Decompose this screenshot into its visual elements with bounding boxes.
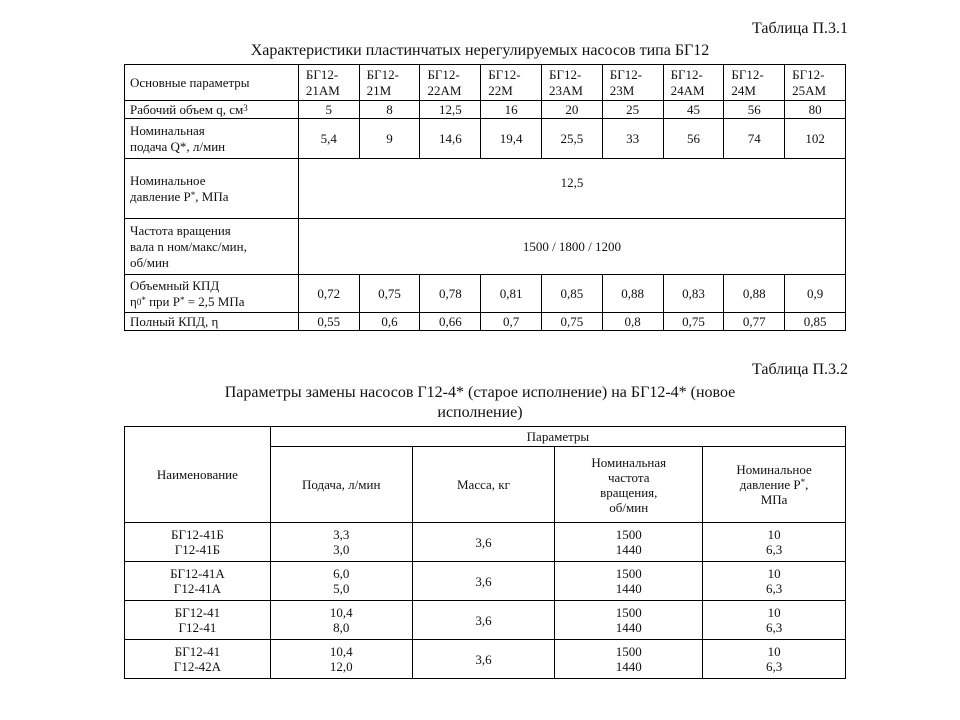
cell: 56 <box>663 119 724 159</box>
model-header: БГ12- 24АМ <box>663 65 724 101</box>
table-row <box>125 601 846 640</box>
cell: 0,78 <box>420 275 481 313</box>
cell-flow: 10,4 8,0 <box>270 601 412 640</box>
header-mass: Масса, кг <box>412 447 555 523</box>
cell: 0,8 <box>602 313 663 331</box>
pump-characteristics-table <box>124 64 846 331</box>
cell: 0,77 <box>724 313 785 331</box>
cell-name: БГ12-41А Г12-41А <box>125 562 271 601</box>
cell-mass: 3,6 <box>412 601 555 640</box>
cell: 0,85 <box>785 313 846 331</box>
row-label: Полный КПД, η <box>125 313 299 331</box>
cell: 9 <box>359 119 420 159</box>
table-row-vol-eff <box>125 275 846 313</box>
model-header: БГ12- 23М <box>602 65 663 101</box>
header-speed: Номинальная частота вращения, об/мин <box>555 447 703 523</box>
cell-mass: 3,6 <box>412 562 555 601</box>
table-row-pressure <box>125 159 846 219</box>
cell: 5,4 <box>298 119 359 159</box>
table2-title: Параметры замены насосов Г12-4* (старое исполнение) на БГ12-4* (новое исполнение) <box>224 384 736 421</box>
cell: 8 <box>359 101 420 119</box>
model-header: БГ12- 21АМ <box>298 65 359 101</box>
table-row-flow <box>125 119 846 159</box>
table-row-volume <box>125 101 846 119</box>
cell-speed: 1500 1440 <box>555 523 703 562</box>
table2-caption: Таблица П.3.2 <box>752 361 848 378</box>
cell-flow: 3,3 3,0 <box>270 523 412 562</box>
model-header: БГ12- 22АМ <box>420 65 481 101</box>
pump-replacement-table <box>124 426 846 679</box>
cell: 80 <box>785 101 846 119</box>
cell-speed: 1500 1440 <box>555 562 703 601</box>
cell: 25,5 <box>542 119 603 159</box>
cell: 45 <box>663 101 724 119</box>
row-label: Номинальное давление P*, МПа <box>125 159 299 219</box>
cell-name: БГ12-41 Г12-41 <box>125 601 271 640</box>
cell: 0,85 <box>542 275 603 313</box>
cell: 0,6 <box>359 313 420 331</box>
merged-cell: 12,5 <box>298 159 845 219</box>
cell: 0,72 <box>298 275 359 313</box>
cell-pressure: 10 6,3 <box>703 640 846 679</box>
cell: 0,7 <box>481 313 542 331</box>
cell-flow: 10,4 12,0 <box>270 640 412 679</box>
table-row <box>125 640 846 679</box>
merged-cell: 1500 / 1800 / 1200 <box>298 219 845 275</box>
cell-flow: 6,0 5,0 <box>270 562 412 601</box>
cell-mass: 3,6 <box>412 523 555 562</box>
cell: 0,75 <box>542 313 603 331</box>
cell-pressure: 10 6,3 <box>703 523 846 562</box>
cell: 0,88 <box>724 275 785 313</box>
cell: 14,6 <box>420 119 481 159</box>
model-header: БГ12- 25АМ <box>785 65 846 101</box>
header-flow: Подача, л/мин <box>270 447 412 523</box>
cell: 0,83 <box>663 275 724 313</box>
table-row-speed <box>125 219 846 275</box>
cell: 0,66 <box>420 313 481 331</box>
cell: 19,4 <box>481 119 542 159</box>
cell: 74 <box>724 119 785 159</box>
cell: 0,81 <box>481 275 542 313</box>
cell-pressure: 10 6,3 <box>703 601 846 640</box>
header-name: Наименование <box>125 427 271 523</box>
cell-mass: 3,6 <box>412 640 555 679</box>
table-header-row <box>125 427 846 447</box>
cell: 0,88 <box>602 275 663 313</box>
header-parameters-label: Основные параметры <box>125 65 299 101</box>
cell: 102 <box>785 119 846 159</box>
table1-title: Характеристики пластинчатых нерегулируемых насосов типа БГ12 <box>250 42 710 59</box>
model-header: БГ12- 24М <box>724 65 785 101</box>
header-params: Параметры <box>270 427 845 447</box>
cell: 20 <box>542 101 603 119</box>
table-row <box>125 562 846 601</box>
cell: 0,9 <box>785 275 846 313</box>
table1-caption: Таблица П.3.1 <box>752 20 848 37</box>
row-label: Номинальная подача Q*, л/мин <box>125 119 299 159</box>
cell: 25 <box>602 101 663 119</box>
table-row <box>125 523 846 562</box>
table-header-row <box>125 65 846 101</box>
cell-name: БГ12-41 Г12-42А <box>125 640 271 679</box>
table-row-total-eff <box>125 313 846 331</box>
cell-speed: 1500 1440 <box>555 640 703 679</box>
model-header: БГ12- 23АМ <box>542 65 603 101</box>
cell: 33 <box>602 119 663 159</box>
cell: 0,55 <box>298 313 359 331</box>
cell: 56 <box>724 101 785 119</box>
model-header: БГ12- 22М <box>481 65 542 101</box>
cell: 0,75 <box>359 275 420 313</box>
row-label: Частота вращения вала n ном/макс/мин, об/мин <box>125 219 299 275</box>
row-label: Рабочий объем q, $см^3$ <box>125 101 299 119</box>
cell-speed: 1500 1440 <box>555 601 703 640</box>
header-pressure: Номинальное давление P*, МПа <box>703 447 846 523</box>
cell: 16 <box>481 101 542 119</box>
cell: 0,75 <box>663 313 724 331</box>
cell-name: БГ12-41Б Г12-41Б <box>125 523 271 562</box>
cell: 12,5 <box>420 101 481 119</box>
cell-pressure: 10 6,3 <box>703 562 846 601</box>
row-label: Объемный КПД η0* при P* = 2,5 МПа <box>125 275 299 313</box>
cell: 5 <box>298 101 359 119</box>
model-header: БГ12- 21М <box>359 65 420 101</box>
